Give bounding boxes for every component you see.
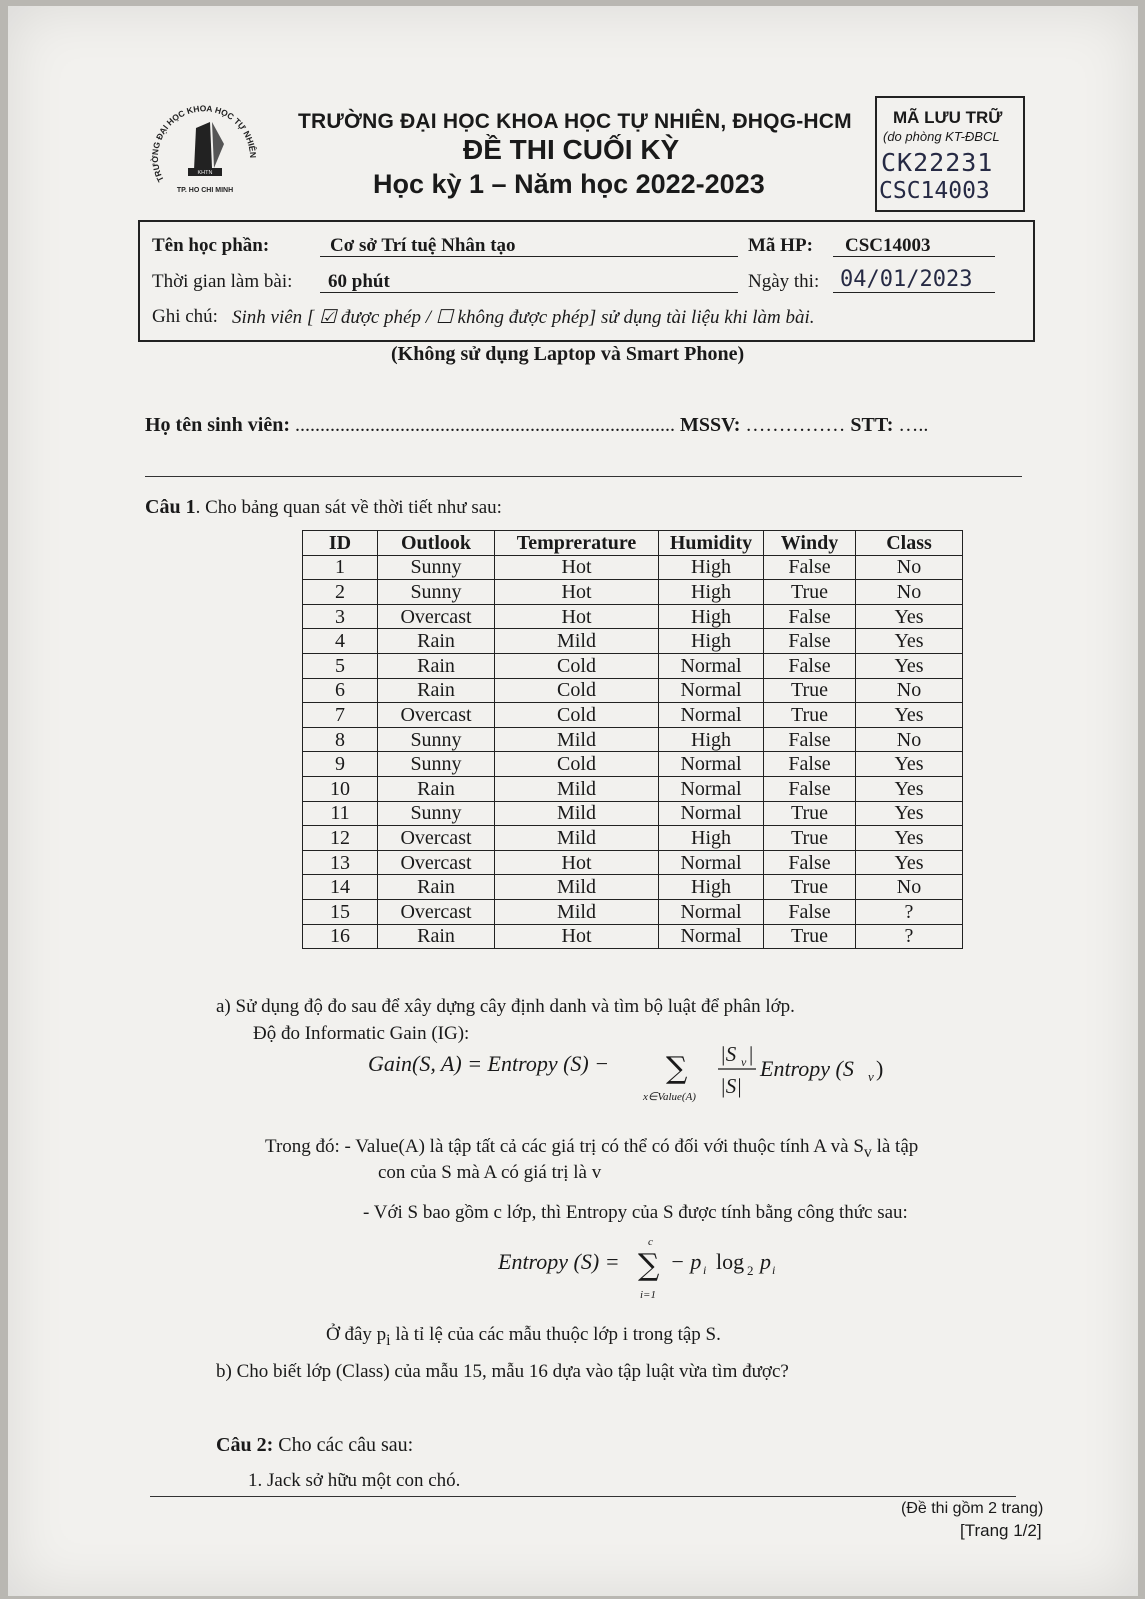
here-sub: i xyxy=(386,1331,391,1349)
entropy-sum-symbol: ∑ xyxy=(638,1248,660,1283)
student-id-dots: …………… xyxy=(740,414,846,436)
date-label: Ngày thi: xyxy=(748,271,820,292)
table-cell: Yes xyxy=(856,629,963,654)
table-cell: 5 xyxy=(303,653,378,678)
university-name: TRƯỜNG ĐẠI HỌC KHOA HỌC TỰ NHIÊN, ĐHQG-HCM xyxy=(298,110,852,133)
table-row xyxy=(303,776,963,801)
table-cell: Normal xyxy=(659,924,764,949)
table-cell: False xyxy=(764,629,856,654)
gain-numerator-sub: v xyxy=(741,1055,747,1069)
entropy-left: Entropy (S) = xyxy=(498,1249,620,1274)
table-cell: Yes xyxy=(856,653,963,678)
table-cell: 13 xyxy=(303,850,378,875)
gain-formula xyxy=(368,1036,928,1106)
table-cell: Rain xyxy=(378,678,495,703)
note-label: Ghi chú: xyxy=(152,306,218,327)
table-cell: Normal xyxy=(659,752,764,777)
exam-title: ĐỀ THI CUỐI KỲ xyxy=(463,134,680,165)
table-cell: Hot xyxy=(495,604,659,629)
student-id-label: MSSV: xyxy=(680,414,741,436)
table-cell: Mild xyxy=(495,899,659,924)
table-cell: False xyxy=(764,752,856,777)
term-title: Học kỳ 1 – Năm học 2022-2023 xyxy=(373,169,765,199)
weather-table xyxy=(302,530,963,949)
gain-sum-index: x∈Value(A) xyxy=(643,1091,696,1103)
table-row xyxy=(303,875,963,900)
here-end: là tỉ lệ của các mẫu thuộc lớp i trong tập S. xyxy=(390,1324,721,1345)
student-stt-dots: ….. xyxy=(893,414,929,436)
table-row xyxy=(303,580,963,605)
table-cell: Sunny xyxy=(378,801,495,826)
table-row xyxy=(303,653,963,678)
table-cell: Normal xyxy=(659,678,764,703)
archive-subtitle: (do phòng KT-ĐBCL xyxy=(883,129,1000,144)
university-logo xyxy=(148,98,263,203)
part-b-text: b) Cho biết lớp (Class) của mẫu 15, mẫu 16 dựa vào tập luật vừa tìm được? xyxy=(216,1361,789,1382)
table-cell: False xyxy=(764,604,856,629)
table-cell: 10 xyxy=(303,776,378,801)
table-cell: Yes xyxy=(856,703,963,728)
course-value: Cơ sở Trí tuệ Nhân tạo xyxy=(330,235,516,256)
divider xyxy=(145,476,1022,477)
table-cell: False xyxy=(764,776,856,801)
entropy-sum-bottom: i=1 xyxy=(640,1289,656,1301)
table-cell: Yes xyxy=(856,801,963,826)
table-cell: Normal xyxy=(659,899,764,924)
table-cell: Mild xyxy=(495,875,659,900)
table-cell: High xyxy=(659,555,764,580)
table-cell: Overcast xyxy=(378,703,495,728)
table-header: ID xyxy=(303,531,378,556)
student-name-label: Họ tên sinh viên: xyxy=(145,414,291,436)
table-cell: Normal xyxy=(659,653,764,678)
student-line xyxy=(145,414,928,437)
table-cell: Yes xyxy=(856,850,963,875)
table-cell: Rain xyxy=(378,776,495,801)
question-1-label: Câu 1 xyxy=(145,496,196,518)
question-2-text: Cho các câu sau: xyxy=(273,1434,414,1456)
table-cell: No xyxy=(856,580,963,605)
table-cell: True xyxy=(764,924,856,949)
table-header: Temprerature xyxy=(495,531,659,556)
table-cell: Overcast xyxy=(378,826,495,851)
table-cell: 1 xyxy=(303,555,378,580)
table-cell: Yes xyxy=(856,752,963,777)
table-row xyxy=(303,555,963,580)
no-devices-note: (Không sử dụng Laptop và Smart Phone) xyxy=(391,343,745,365)
table-cell: Rain xyxy=(378,875,495,900)
table-cell: High xyxy=(659,580,764,605)
table-cell: Cold xyxy=(495,752,659,777)
table-row xyxy=(303,899,963,924)
entropy-log: log xyxy=(716,1249,745,1274)
svg-text:i: i xyxy=(703,1263,707,1277)
table-cell: Cold xyxy=(495,678,659,703)
table-cell: True xyxy=(764,826,856,851)
entropy-formula xyxy=(498,1232,808,1312)
table-cell: 3 xyxy=(303,604,378,629)
part-a-measure: Độ đo Informatic Gain (IG): xyxy=(253,1023,470,1044)
svg-text:2: 2 xyxy=(747,1263,754,1278)
table-cell: Overcast xyxy=(378,850,495,875)
entropy-sum-top: c xyxy=(648,1236,653,1248)
table-cell: Overcast xyxy=(378,604,495,629)
table-cell: Sunny xyxy=(378,580,495,605)
table-cell: Sunny xyxy=(378,727,495,752)
table-cell: High xyxy=(659,727,764,752)
table-cell: Mild xyxy=(495,801,659,826)
course-label: Tên học phần: xyxy=(152,235,270,256)
table-cell: Normal xyxy=(659,703,764,728)
table-cell: High xyxy=(659,875,764,900)
definition-1-text: Trong đó: - Value(A) là tập tất cả các giá trị có thể có đối với thuộc tính A và S xyxy=(265,1136,864,1157)
archive-title: MÃ LƯU TRỮ xyxy=(893,108,1003,127)
archive-code-box xyxy=(875,96,1025,212)
table-row xyxy=(303,850,963,875)
question-1-text: . Cho bảng quan sát về thời tiết như sau: xyxy=(195,497,502,518)
student-stt-label: STT: xyxy=(850,414,894,436)
table-cell: True xyxy=(764,703,856,728)
question-2-label: Câu 2: xyxy=(216,1434,274,1456)
table-cell: 2 xyxy=(303,580,378,605)
definition-line-2: con của S mà A có giá trị là v xyxy=(378,1162,602,1183)
table-cell: 16 xyxy=(303,924,378,949)
course-code-label: Mã HP: xyxy=(748,235,813,256)
table-cell: Hot xyxy=(495,924,659,949)
table-cell: 11 xyxy=(303,801,378,826)
table-cell: Normal xyxy=(659,776,764,801)
table-row xyxy=(303,801,963,826)
student-name-dots: ............................................................................ xyxy=(290,414,676,436)
table-cell: High xyxy=(659,604,764,629)
definition-line-3: - Với S bao gồm c lớp, thì Entropy của S được tính bằng công thức sau: xyxy=(363,1202,908,1223)
archive-code-2: CSC14003 xyxy=(879,178,990,204)
table-row xyxy=(303,629,963,654)
logo-ring-text: TRƯỜNG ĐẠI HỌC KHOA HỌC TỰ NHIÊN xyxy=(149,103,259,184)
course-info-box xyxy=(138,220,1035,342)
svg-text:|: | xyxy=(749,1042,754,1066)
table-cell: No xyxy=(856,678,963,703)
table-cell: Rain xyxy=(378,924,495,949)
table-cell: Yes xyxy=(856,604,963,629)
table-cell: True xyxy=(764,678,856,703)
table-cell: True xyxy=(764,801,856,826)
table-cell: Mild xyxy=(495,776,659,801)
table-cell: ? xyxy=(856,899,963,924)
table-header-row xyxy=(303,531,963,556)
table-cell: Sunny xyxy=(378,555,495,580)
table-cell: Mild xyxy=(495,826,659,851)
table-cell: 12 xyxy=(303,826,378,851)
entropy-right: − p xyxy=(670,1249,702,1274)
table-cell: No xyxy=(856,555,963,580)
table-cell: High xyxy=(659,826,764,851)
table-cell: Cold xyxy=(495,703,659,728)
table-header: Class xyxy=(856,531,963,556)
here-text xyxy=(326,1324,721,1350)
table-cell: Yes xyxy=(856,826,963,851)
logo-city: TP. HO CHI MINH xyxy=(176,187,234,194)
svg-text:i: i xyxy=(772,1263,776,1277)
table-cell: True xyxy=(764,580,856,605)
time-label: Thời gian làm bài: xyxy=(152,271,293,292)
table-header: Outlook xyxy=(378,531,495,556)
table-cell: Normal xyxy=(659,801,764,826)
table-row xyxy=(303,924,963,949)
table-cell: 4 xyxy=(303,629,378,654)
table-cell: Mild xyxy=(495,629,659,654)
table-row xyxy=(303,752,963,777)
table-row xyxy=(303,826,963,851)
table-cell: False xyxy=(764,850,856,875)
table-cell: Hot xyxy=(495,555,659,580)
table-cell: Cold xyxy=(495,653,659,678)
logo-badge: KHTN xyxy=(197,170,213,176)
note-text: Sinh viên [ ☑ được phép / ☐ không được phép] sử dụng tài liệu khi làm bài. xyxy=(232,307,815,328)
course-code-value: CSC14003 xyxy=(845,235,931,256)
table-row xyxy=(303,727,963,752)
part-a-text: a) Sử dụng độ đo sau để xây dựng cây định danh và tìm bộ luật để phân lớp. xyxy=(216,996,795,1017)
table-cell: Hot xyxy=(495,580,659,605)
question-1-heading xyxy=(145,496,502,519)
gain-denominator: |S| xyxy=(720,1074,743,1098)
gain-numerator: |S xyxy=(720,1042,737,1066)
definition-line-1 xyxy=(265,1136,918,1162)
gain-right-sub: v xyxy=(868,1069,874,1084)
table-cell: Mild xyxy=(495,727,659,752)
table-cell: 7 xyxy=(303,703,378,728)
table-cell: High xyxy=(659,629,764,654)
definition-1-sub: v xyxy=(863,1143,872,1161)
time-value: 60 phút xyxy=(328,271,390,292)
svg-text:): ) xyxy=(876,1056,884,1081)
here-start: Ở đây p xyxy=(326,1324,387,1345)
table-cell: False xyxy=(764,727,856,752)
table-cell: 6 xyxy=(303,678,378,703)
footer-divider xyxy=(150,1496,1016,1497)
question-2-item-1: 1. Jack sở hữu một con chó. xyxy=(248,1470,461,1491)
definition-1-end: là tập xyxy=(871,1136,919,1157)
table-cell: No xyxy=(856,727,963,752)
table-cell: 8 xyxy=(303,727,378,752)
table-cell: ? xyxy=(856,924,963,949)
exam-page xyxy=(8,6,1138,1596)
archive-code-1: CK22231 xyxy=(881,148,994,177)
table-cell: False xyxy=(764,899,856,924)
table-header: Humidity xyxy=(659,531,764,556)
page-number: [Trang 1/2] xyxy=(960,1521,1042,1540)
table-cell: Normal xyxy=(659,850,764,875)
table-row xyxy=(303,678,963,703)
table-cell: False xyxy=(764,555,856,580)
table-cell: Hot xyxy=(495,850,659,875)
table-cell: 15 xyxy=(303,899,378,924)
table-cell: False xyxy=(764,653,856,678)
table-cell: 14 xyxy=(303,875,378,900)
table-cell: 9 xyxy=(303,752,378,777)
page-count-note: (Đề thi gồm 2 trang) xyxy=(901,1500,1044,1517)
table-cell: Rain xyxy=(378,653,495,678)
table-cell: Overcast xyxy=(378,899,495,924)
svg-text:p: p xyxy=(760,1249,771,1274)
gain-right: Entropy (S xyxy=(760,1056,854,1081)
sum-symbol: ∑ xyxy=(666,1051,688,1086)
table-cell: True xyxy=(764,875,856,900)
gain-left: Gain(S, A) = Entropy (S) − xyxy=(368,1051,610,1076)
table-cell: No xyxy=(856,875,963,900)
table-cell: Sunny xyxy=(378,752,495,777)
date-value: 04/01/2023 xyxy=(840,267,973,292)
table-cell: Rain xyxy=(378,629,495,654)
question-2-heading xyxy=(216,1434,413,1457)
table-row xyxy=(303,703,963,728)
table-header: Windy xyxy=(764,531,856,556)
table-row xyxy=(303,604,963,629)
table-cell: Yes xyxy=(856,776,963,801)
